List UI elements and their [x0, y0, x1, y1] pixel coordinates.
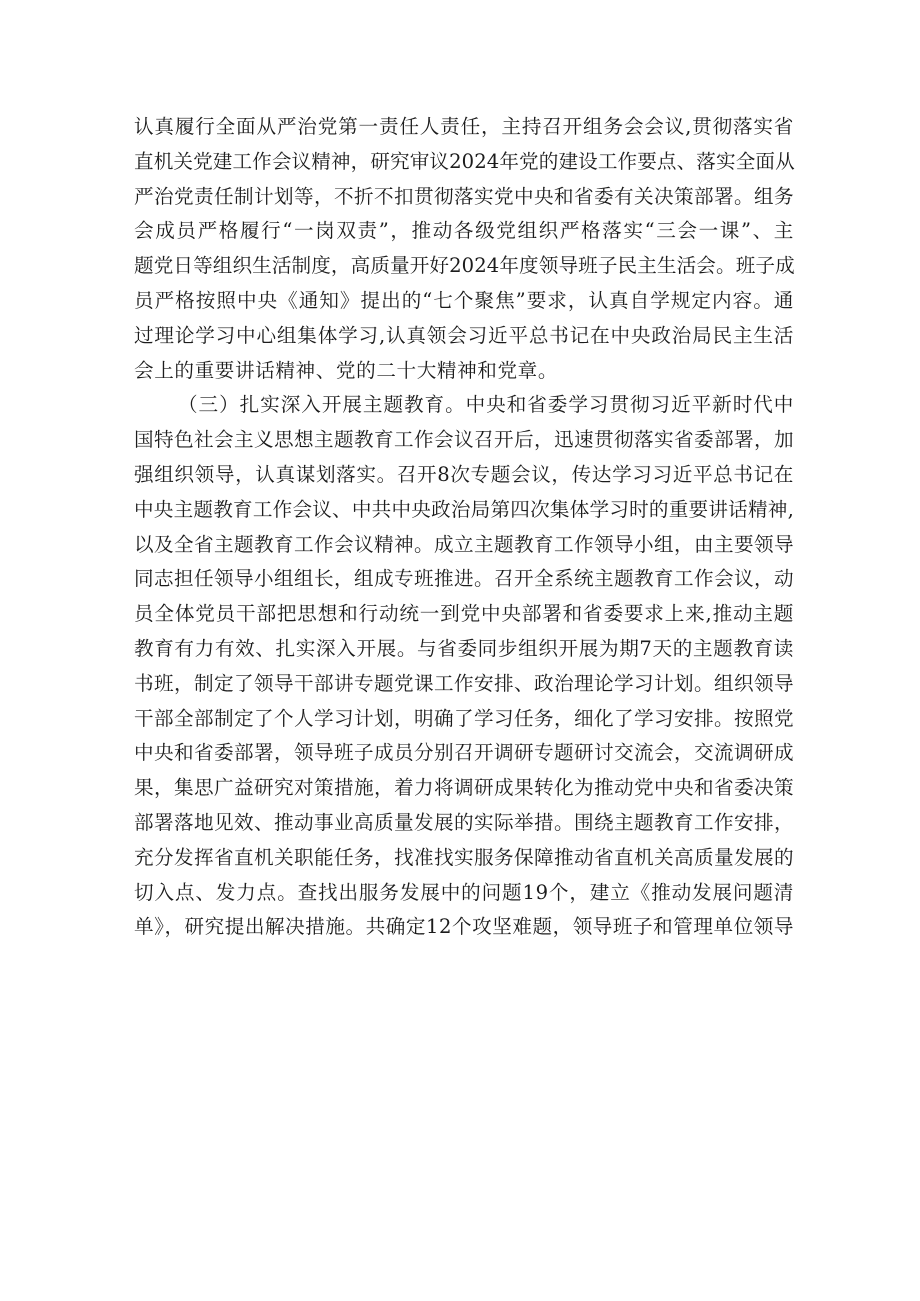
text-line: 认真履行全面从严治党第一责任人责任，主持召开组务会会议,贯彻落实省 [134, 115, 794, 138]
text-line: 干部全部制定了个人学习计划，明确了学习任务，细化了学习安排。按照党 [134, 706, 794, 730]
text-line: 中央和省委部署，领导班子成员分别召开调研专题研讨交流会，交流调研成 [134, 741, 794, 765]
text-line: 教育有力有效、扎实深入开展。与省委同步组织开展为期7天的主题教育读 [134, 636, 794, 660]
text-line: 员全体党员干部把思想和行动统一到党中央部署和省委要求上来,推动主题 [134, 602, 794, 626]
text-line: 充分发挥省直机关职能任务，找准找实服务保障推动省直机关高质量发展的 [134, 845, 794, 869]
text-line: 切入点、发力点。查找出服务发展中的问题19个，建立《推动发展问题清 [134, 880, 794, 904]
text-line: 部署落地见效、推动事业高质量发展的实际举措。围绕主题教育工作安排， [134, 810, 794, 834]
text-line: 国特色社会主义思想主题教育工作会议召开后，迅速贯彻落实省委部署，加 [134, 428, 794, 452]
text-line: 书班，制定了领导干部讲专题党课工作安排、政治理论学习计划。组织领导 [134, 671, 794, 695]
text-line: 直机关党建工作会议精神，研究审议2024年党的建设工作要点、落实全面从 [134, 149, 795, 173]
text-line: 单》，研究提出解决措施。共确定12个攻坚难题，领导班子和管理单位领导 [134, 915, 794, 939]
text-line: 严治党责任制计划等，不折不扣贯彻落实党中央和省委有关决策部署。组务 [134, 184, 794, 208]
section-heading-line: （三）扎实深入开展主题教育。中央和省委学习贯彻习近平新时代中 [178, 393, 794, 417]
text-line: 过理论学习中心组集体学习,认真领会习近平总书记在中央政治局民主生活 [134, 323, 794, 347]
text-line: 员严格按照中央《通知》提出的“七个聚焦”要求，认真自学规定内容。通 [134, 288, 794, 312]
body-text [134, 110, 794, 945]
text-line: 以及全省主题教育工作会议精神。成立主题教育工作领导小组，由主要领导 [134, 532, 794, 556]
text-line: 题党日等组织生活制度，高质量开好2024年度领导班子民主生活会。班子成 [134, 254, 795, 278]
text-line: 果，集思广益研究对策措施，着力将调研成果转化为推动党中央和省委决策 [134, 776, 794, 800]
text-line: 中央主题教育工作会议、中共中央政治局第四次集体学习时的重要讲话精神, [134, 497, 794, 521]
text-line: 会成员严格履行“一岗双责”，推动各级党组织严格落实“三会一课”、主 [134, 219, 794, 243]
text-line: 强组织领导，认真谋划落实。召开8次专题会议，传达学习习近平总书记在 [134, 462, 794, 486]
text-line: 同志担任领导小组组长，组成专班推进。召开全系统主题教育工作会议，动 [134, 567, 794, 591]
paragraph-end-line: 会上的重要讲话精神、党的二十大精神和党章。 [134, 358, 559, 382]
